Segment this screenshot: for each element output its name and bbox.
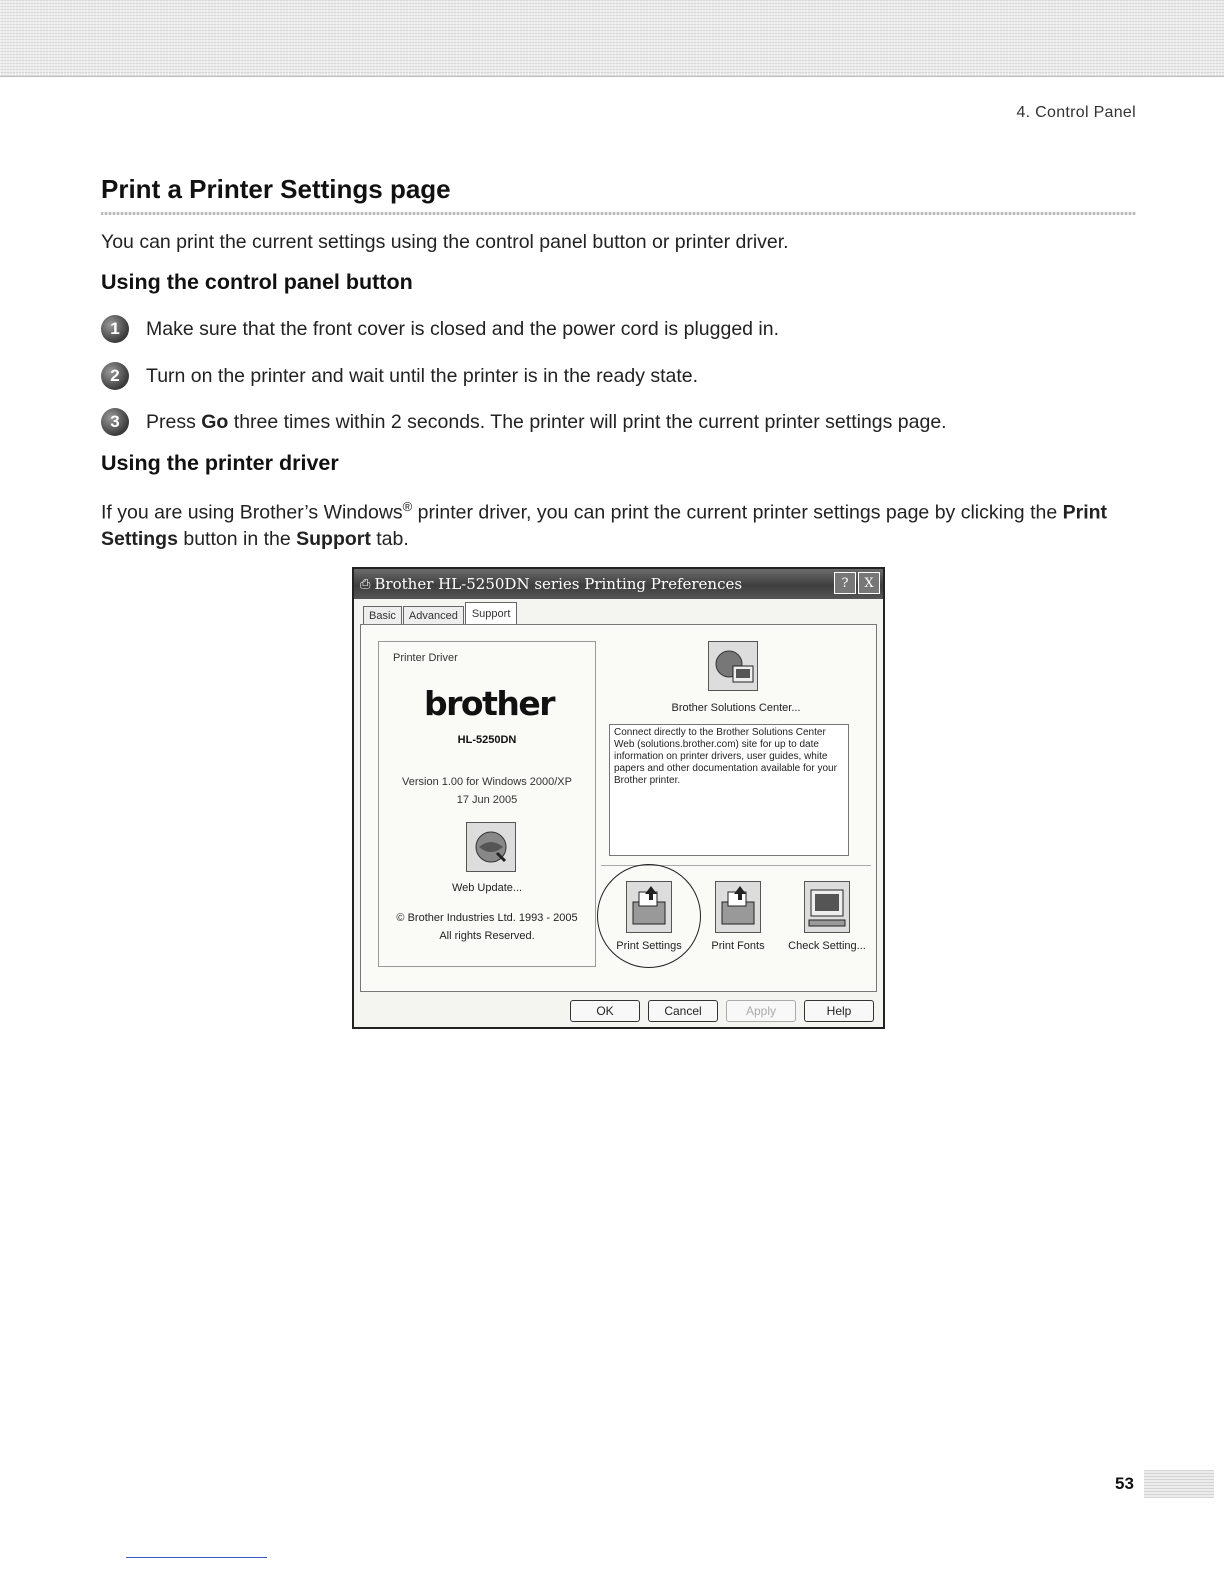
- web-update-icon[interactable]: [466, 822, 516, 872]
- print-settings-button[interactable]: Print Settings: [616, 940, 682, 952]
- apply-button[interactable]: Apply: [726, 1000, 796, 1022]
- check-setting-tool[interactable]: [788, 881, 866, 952]
- step-1-badge: 1: [101, 315, 129, 343]
- tab-advanced[interactable]: Advanced: [403, 606, 464, 625]
- printing-preferences-dialog: [352, 567, 885, 1029]
- cancel-button[interactable]: Cancel: [648, 1000, 718, 1022]
- step-2-text: Turn on the printer and wait until the printer is in the ready state.: [146, 364, 699, 387]
- step-2-badge: 2: [101, 362, 129, 390]
- print-fonts-tool[interactable]: [699, 881, 777, 952]
- check-setting-icon[interactable]: [804, 881, 850, 933]
- dialog-title: Brother HL-5250DN series Printing Preferences: [374, 575, 743, 593]
- date-text: 17 Jun 2005: [456, 794, 518, 806]
- dialog-footer: [570, 1000, 874, 1022]
- rights-text: All rights Reserved.: [439, 930, 535, 942]
- step-1-text: Make sure that the front cover is closed and the power cord is plugged in.: [146, 317, 780, 340]
- solutions-center-description: Connect directly to the Brother Solutions Center Web (solutions.brother.com) site for up to date information on printer drivers, user guides, white papers and other documentation available for your Brother printer.: [609, 724, 849, 856]
- header-band: [0, 0, 1224, 77]
- brother-logo: brother: [424, 684, 554, 723]
- driver-paragraph: If you are using Brother’s Windows® printer driver, you can print the current printer settings page by clicking the Print Settings button in the Support tab.: [101, 499, 1108, 550]
- step-2: [101, 362, 698, 390]
- page-tab-decoration: [1144, 1470, 1214, 1498]
- help-icon[interactable]: ?: [834, 572, 856, 594]
- bottom-rule: [126, 1557, 267, 1558]
- step-1: [101, 315, 779, 343]
- page-number: 53: [1115, 1474, 1134, 1493]
- group-label: Printer Driver: [393, 652, 458, 664]
- dialog-titlebar[interactable]: [354, 569, 883, 599]
- ok-button[interactable]: OK: [570, 1000, 640, 1022]
- version-text: Version 1.00 for Windows 2000/XP: [402, 776, 572, 788]
- go-button-ref: Go: [201, 410, 229, 433]
- tab-support[interactable]: Support: [465, 602, 518, 625]
- section-label: 4. Control Panel: [1016, 104, 1136, 121]
- print-settings-tool[interactable]: [610, 881, 688, 952]
- step-3: [101, 408, 947, 436]
- tab-bar: [363, 606, 518, 625]
- help-button[interactable]: Help: [804, 1000, 874, 1022]
- print-fonts-icon[interactable]: [715, 881, 761, 933]
- check-setting-button[interactable]: Check Setting...: [788, 940, 866, 952]
- model-name: HL-5250DN: [457, 734, 517, 746]
- title-divider: [101, 212, 1136, 215]
- support-tab-panel: [360, 624, 877, 992]
- tab-basic[interactable]: Basic: [363, 606, 402, 625]
- printer-driver-heading: Using the printer driver: [101, 451, 339, 475]
- print-settings-icon[interactable]: [626, 881, 672, 933]
- step-3-text: Press Go three times within 2 seconds. The printer will print the current printer settings page.: [146, 410, 947, 433]
- control-panel-heading: Using the control panel button: [101, 270, 413, 294]
- step-3-badge: 3: [101, 408, 129, 436]
- close-icon[interactable]: X: [858, 572, 880, 594]
- printer-driver-group: [378, 641, 596, 967]
- print-fonts-button[interactable]: Print Fonts: [711, 940, 765, 952]
- web-update-button[interactable]: Web Update...: [451, 882, 523, 894]
- solutions-center-button[interactable]: Brother Solutions Center...: [671, 702, 801, 714]
- page-title: Print a Printer Settings page: [101, 174, 451, 204]
- solutions-center-icon[interactable]: [708, 641, 758, 691]
- printer-icon: ⎙: [360, 576, 371, 592]
- copyright-text: © Brother Industries Ltd. 1993 - 2005: [396, 912, 578, 924]
- intro-paragraph: You can print the current settings using the control panel button or printer driver.: [101, 231, 789, 253]
